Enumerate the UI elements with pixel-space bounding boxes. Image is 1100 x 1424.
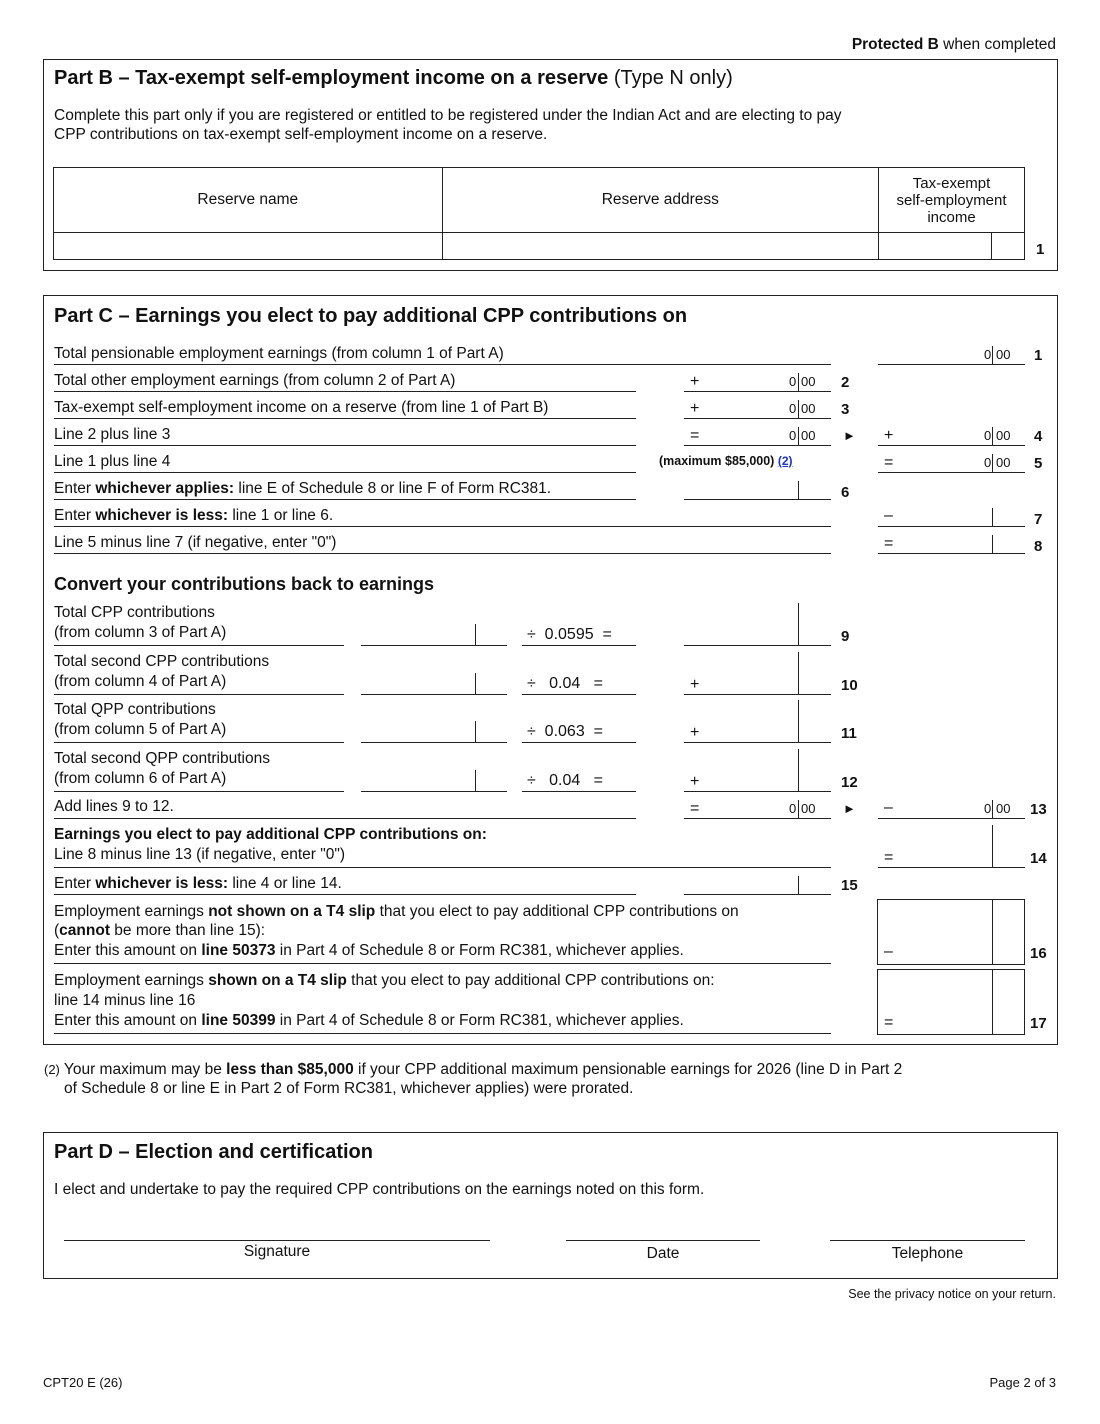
- line-1-label: Total pensionable employment earnings (from column 1 of Part A): [54, 345, 504, 362]
- page-number: Page 2 of 3: [989, 1375, 1056, 1390]
- line-13-label: Add lines 9 to 12.: [54, 798, 174, 815]
- line-14-label-a: Earnings you elect to pay additional CPP contributions on:: [54, 826, 487, 843]
- line-num-3: 3: [841, 401, 850, 418]
- line-10-divisor: ÷ 0.04 =: [527, 675, 603, 692]
- line-11-label-b: (from column 5 of Part A): [54, 721, 227, 738]
- line-7-input[interactable]: [900, 508, 990, 526]
- line-5-maximum: (maximum $85,000) (2): [659, 454, 793, 468]
- line-6-label: Enter whichever applies: line E of Schedule 8 or line F of Form RC381.: [54, 480, 552, 497]
- line-11-input[interactable]: [706, 721, 796, 741]
- line-9-label-a: Total CPP contributions: [54, 604, 215, 621]
- date-label: Date: [646, 1245, 680, 1262]
- footnote-2-line-2: of Schedule 8 or line E in Part 2 of Form RC381, whichever applies) were prorated.: [64, 1080, 634, 1097]
- line-num-10: 10: [841, 677, 858, 694]
- line-num-5: 5: [1034, 455, 1043, 472]
- line-num-16: 16: [1030, 945, 1047, 962]
- line-17-input[interactable]: [877, 969, 1025, 1035]
- line-8-input[interactable]: [900, 535, 990, 553]
- telephone-field[interactable]: [830, 1203, 1025, 1239]
- line-num-4: 4: [1034, 428, 1043, 445]
- line-num-11: 11: [841, 725, 857, 742]
- footnote-2-link[interactable]: (2): [777, 454, 793, 468]
- line-num-8: 8: [1034, 538, 1043, 555]
- line-1-dollars[interactable]: 0: [984, 347, 992, 362]
- line-9-divisor: ÷ 0.0595 =: [527, 626, 612, 643]
- reserve-name-input[interactable]: [54, 233, 443, 260]
- line-2-cents[interactable]: 00: [801, 374, 816, 389]
- line-7-label: Enter whichever is less: line 1 or line 6.: [54, 507, 334, 524]
- line-num-9: 9: [841, 628, 850, 645]
- reserve-address-input[interactable]: [442, 233, 879, 260]
- line-5-dollars[interactable]: 0: [984, 455, 992, 470]
- line-12-input[interactable]: [706, 770, 796, 790]
- line-9-contrib-input[interactable]: [363, 624, 473, 644]
- line-13-cents[interactable]: 00: [996, 801, 1011, 816]
- privacy-notice: See the privacy notice on your return.: [848, 1287, 1056, 1301]
- arrow-icon: ►: [843, 801, 856, 816]
- line-13a-cents[interactable]: 00: [801, 801, 816, 816]
- line-16-label-c: Enter this amount on line 50373 in Part 4 of Schedule 8 or Form RC381, whichever applies.: [54, 942, 684, 959]
- line-12-label-a: Total second QPP contributions: [54, 750, 270, 767]
- line-num-12: 12: [841, 774, 858, 791]
- part-b-intro-1: Complete this part only if you are registered or entitled to be registered under the Indian Act and are electing to pay: [54, 107, 842, 124]
- line-4a-cents[interactable]: 00: [801, 428, 816, 443]
- line-11-label-a: Total QPP contributions: [54, 701, 216, 718]
- line-16-input[interactable]: [877, 899, 1025, 965]
- arrow-icon: ►: [843, 428, 856, 443]
- line-15-input[interactable]: [686, 876, 796, 894]
- line-14-input[interactable]: [900, 846, 990, 866]
- part-d-text: I elect and undertake to pay the required CPP contributions on the earnings noted on this form.: [54, 1181, 705, 1198]
- line-num-17: 17: [1030, 1015, 1047, 1032]
- line-13-dollars[interactable]: 0: [984, 801, 992, 816]
- part-b-line-1: 1: [1036, 241, 1045, 258]
- part-b-title: Part B – Tax-exempt self-employment income on a reserve (Type N only): [54, 67, 733, 89]
- line-16-label-a: Employment earnings not shown on a T4 slip that you elect to pay additional CPP contributions on: [54, 903, 739, 920]
- part-c-title: Part C – Earnings you elect to pay additional CPP contributions on: [54, 305, 688, 327]
- reserve-table: [53, 167, 1025, 260]
- col-reserve-name: Reserve name: [54, 168, 443, 233]
- line-8-label: Line 5 minus line 7 (if negative, enter "0"): [54, 534, 337, 551]
- line-17-label-a: Employment earnings shown on a T4 slip that you elect to pay additional CPP contributions on:: [54, 972, 715, 989]
- line-1-cents[interactable]: 00: [996, 347, 1011, 362]
- protected-label: Protected B when completed: [851, 36, 1056, 53]
- line-12-contrib-input[interactable]: [363, 770, 473, 790]
- line-12-label-b: (from column 6 of Part A): [54, 770, 227, 787]
- line-5-cents[interactable]: 00: [996, 455, 1011, 470]
- line-15-label: Enter whichever is less: line 4 or line 14.: [54, 875, 342, 892]
- line-14-label-b: Line 8 minus line 13 (if negative, enter "0"): [54, 846, 346, 863]
- income-cents-input[interactable]: [991, 233, 1024, 260]
- line-num-15: 15: [841, 877, 858, 894]
- line-num-13: 13: [1030, 801, 1047, 818]
- line-6-input[interactable]: [686, 481, 796, 499]
- convert-title: Convert your contributions back to earnings: [54, 574, 435, 594]
- line-4a-dollars[interactable]: 0: [789, 428, 797, 443]
- line-3-label: Tax-exempt self-employment income on a reserve (from line 1 of Part B): [54, 399, 549, 416]
- line-2-label: Total other employment earnings (from column 2 of Part A): [54, 372, 456, 389]
- line-10-label-b: (from column 4 of Part A): [54, 673, 227, 690]
- col-reserve-address: Reserve address: [442, 168, 879, 233]
- line-4-label: Line 2 plus line 3: [54, 426, 171, 443]
- line-16-label-b: (cannot be more than line 15):: [54, 922, 266, 939]
- line-10-label-a: Total second CPP contributions: [54, 653, 270, 670]
- line-3-dollars[interactable]: 0: [789, 401, 797, 416]
- line-11-divisor: ÷ 0.063 =: [527, 723, 603, 740]
- line-17-label-c: Enter this amount on line 50399 in Part 4 of Schedule 8 or Form RC381, whichever applies.: [54, 1012, 684, 1029]
- signature-field[interactable]: [64, 1203, 490, 1239]
- line-17-label-b: line 14 minus line 16: [54, 992, 196, 1009]
- line-13a-dollars[interactable]: 0: [789, 801, 797, 816]
- col-income: Tax-exempt self-employment income: [879, 168, 1025, 233]
- line-2-dollars[interactable]: 0: [789, 374, 797, 389]
- telephone-label: Telephone: [891, 1245, 964, 1262]
- income-input[interactable]: [879, 233, 992, 260]
- line-9-input[interactable]: [686, 624, 796, 644]
- line-5-label: Line 1 plus line 4: [54, 453, 171, 470]
- part-d-title: Part D – Election and certification: [54, 1141, 373, 1163]
- line-12-divisor: ÷ 0.04 =: [527, 772, 603, 789]
- line-num-1: 1: [1034, 347, 1043, 364]
- part-b-intro-2: CPP contributions on tax-exempt self-employment income on a reserve.: [54, 126, 548, 143]
- line-10-input[interactable]: [706, 673, 796, 693]
- line-9-label-b: (from column 3 of Part A): [54, 624, 227, 641]
- line-num-6: 6: [841, 484, 850, 501]
- form-id: CPT20 E (26): [43, 1375, 123, 1390]
- line-4-cents[interactable]: 00: [996, 428, 1011, 443]
- footnote-2: (2) Your maximum may be less than $85,000 if your CPP additional maximum pensionable earnings for 2026 (line D in Part 2: [44, 1061, 903, 1078]
- signature-label: Signature: [243, 1243, 311, 1260]
- line-num-7: 7: [1034, 511, 1043, 528]
- line-num-2: 2: [841, 374, 850, 391]
- line-4-dollars[interactable]: 0: [984, 428, 992, 443]
- line-3-cents[interactable]: 00: [801, 401, 816, 416]
- date-field[interactable]: [566, 1203, 760, 1239]
- line-10-contrib-input[interactable]: [363, 673, 473, 693]
- line-num-14: 14: [1030, 850, 1047, 867]
- line-11-contrib-input[interactable]: [363, 721, 473, 741]
